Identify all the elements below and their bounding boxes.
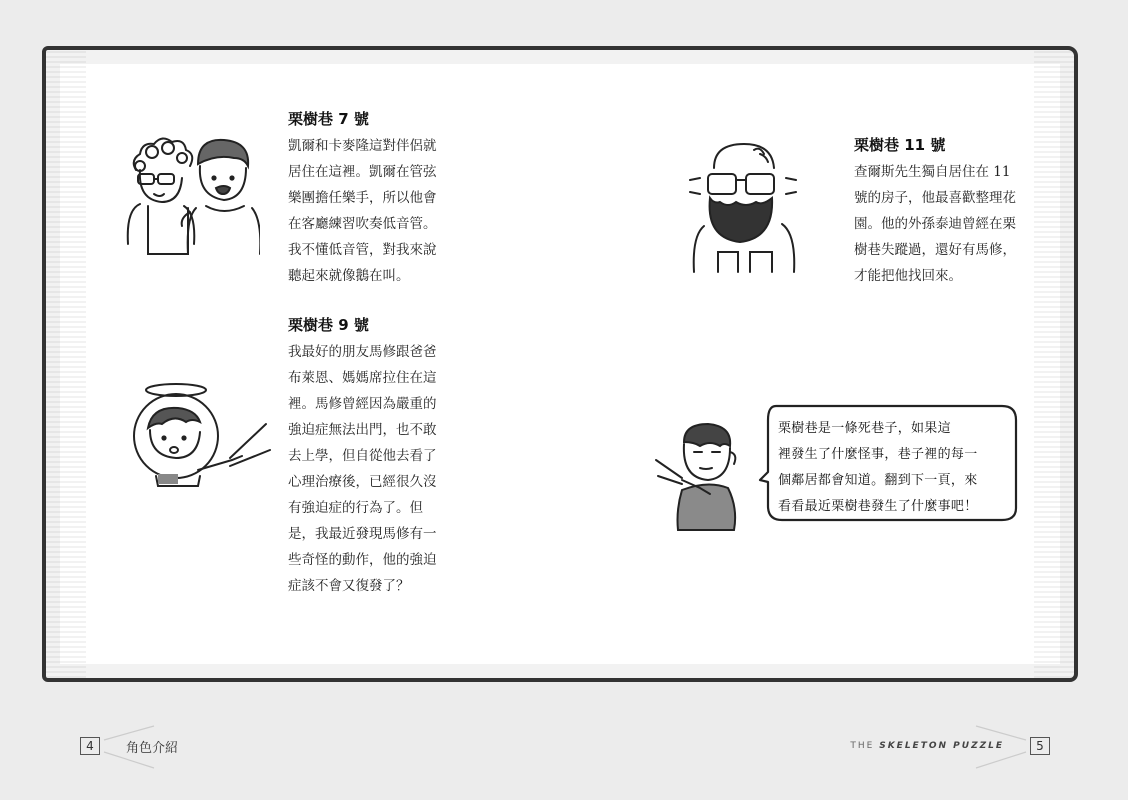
footer-left — [80, 734, 178, 758]
book-brand — [850, 741, 1004, 751]
bearded-man-illustration — [684, 140, 810, 274]
speech-bubble-text: 栗樹巷是一條死巷子，如果這 裡發生了什麼怪事，巷子裡的每一 個鄰居都會知道。翻到下一頁，來 看看最近栗樹巷發生了什麼事吧！ — [778, 421, 978, 514]
couple-illustration — [126, 136, 260, 260]
section-no7-heading: 栗樹巷 7 號 — [288, 110, 369, 128]
brand-name: SKELETON PUZZLE — [879, 741, 1004, 751]
section-no7-body: 凱爾和卡麥隆這對伴侶就 居住在這裡。凱爾在管弦 樂團擔任樂手，所以他會 在客廳練習吹奏低音管。 我不懂低音管，對我來說 聽起來就像鵝在叫。 — [288, 138, 437, 284]
boy-fishbowl-illustration — [126, 380, 276, 488]
section-no7 — [288, 108, 463, 289]
brand-prefix: THE — [850, 741, 875, 751]
chapter-title: 角色介紹 — [126, 740, 179, 756]
footer-right — [850, 734, 1050, 758]
boy-flashlight-illustration — [654, 420, 746, 532]
page-number-left: 4 — [80, 737, 100, 755]
section-no11-body: 查爾斯先生獨自居住在 11 號的房子，他最喜歡整理花 園。他的外孫泰迪曾經在栗 樹巷失蹤過，還好有馬修， 才能把他找回來。 — [854, 164, 1016, 284]
section-no11-heading: 栗樹巷 11 號 — [854, 136, 946, 154]
paper-texture-right — [1034, 50, 1074, 678]
paper-texture-left — [46, 50, 86, 678]
section-no9 — [288, 314, 463, 599]
page-number-right: 5 — [1030, 737, 1050, 755]
section-no11 — [854, 134, 1036, 289]
section-no9-heading: 栗樹巷 9 號 — [288, 316, 369, 334]
section-no9-body: 我最好的朋友馬修跟爸爸 布萊恩、媽媽席拉住在這 裡。馬修曾經因為嚴重的 強迫症無法出門，也不敢 去上學，但自從他去看了 心理治療後，已經很久沒 有強迫症的行為了。但 是，我最近發現馬修有一 些奇怪的動作，他的強迫 症該不會又復發了？ — [288, 344, 437, 594]
